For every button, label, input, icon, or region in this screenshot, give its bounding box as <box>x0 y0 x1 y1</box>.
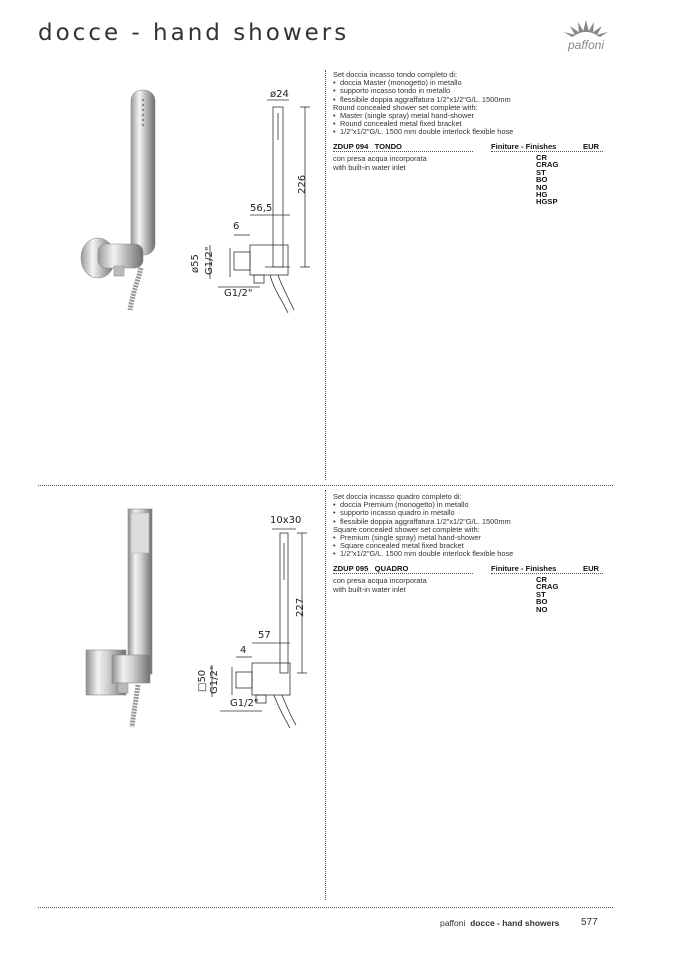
finish-code: HGSP <box>536 197 558 207</box>
brand-logo-mark <box>556 16 616 56</box>
footer-label <box>440 918 559 928</box>
dim-diameter: ø24 <box>270 89 289 100</box>
footer-brand: paffoni <box>440 918 466 928</box>
finish-code: ST <box>536 589 546 599</box>
dim-thread-horizontal: G1/2" <box>224 288 253 299</box>
spec-it-item: • supporto incasso quadro in metallo <box>333 509 513 517</box>
finish-code: NO <box>536 182 548 192</box>
spec-en-item: • Premium (single spray) metal hand-shower <box>333 534 513 542</box>
brand-logo-text: paffoni <box>567 38 605 52</box>
finish-code: CR <box>536 575 547 584</box>
spec-it-title: Set doccia incasso tondo completo di: <box>333 70 458 79</box>
finishes-underline <box>491 573 603 574</box>
dim-bracket: □50 <box>197 669 208 692</box>
finish-code: HG <box>536 190 548 200</box>
section-divider <box>38 485 613 486</box>
desc-it: con presa acqua incorporata <box>333 154 427 163</box>
product-description <box>333 577 427 594</box>
spec-en-item: • Master (single spray) metal hand-shower <box>333 112 513 120</box>
finishes-list-tondo <box>536 154 558 206</box>
finish-code: CR <box>536 153 547 162</box>
spec-it-item: • doccia Premium (monogetto) in metallo <box>333 501 513 509</box>
finish-code: BO <box>536 175 548 185</box>
spec-it-item: • flessibile doppia aggraffatura 1/2"x1/2"G/L. 1500mm <box>333 96 513 104</box>
finish-code: NO <box>536 604 548 614</box>
currency-header: EUR <box>583 564 600 573</box>
dim-depth: 57 <box>258 630 271 641</box>
spec-en-title: Round concealed shower set complete with: <box>333 102 478 112</box>
finishes-list-quadro <box>536 576 558 613</box>
finishes-header: Finiture - Finishes <box>491 142 557 151</box>
finish-code: BO <box>536 597 548 607</box>
product-code-row <box>333 142 402 151</box>
spec-en-item: • 1/2"x1/2"G/L. 1500 mm double interlock flexible hose <box>333 128 513 136</box>
spec-it-title: Set doccia incasso quadro completo di: <box>333 492 462 501</box>
dim-depth: 56,5 <box>250 203 273 214</box>
page-number: 577 <box>581 917 598 928</box>
spec-en-title: Square concealed shower set complete with: <box>333 524 480 534</box>
product-name: QUADRO <box>374 564 409 573</box>
product-photo-tondo <box>78 86 163 316</box>
spec-block-tondo <box>333 71 513 137</box>
page-title: docce - hand showers <box>38 20 350 46</box>
spec-it-item: • flessibile doppia aggraffatura 1/2"x1/2"G/L. 1500mm <box>333 518 513 526</box>
footer-section: docce - hand showers <box>470 918 560 928</box>
code-underline <box>333 151 473 152</box>
finishes-underline <box>491 151 603 152</box>
product-name: TONDO <box>374 142 402 151</box>
dim-height: 227 <box>295 597 306 617</box>
product-code-row <box>333 564 408 573</box>
code-underline <box>333 573 473 574</box>
currency-header: EUR <box>583 142 600 151</box>
finish-code: CRAG <box>536 582 559 592</box>
desc-en: with built-in water inlet <box>333 584 406 594</box>
dim-height: 226 <box>297 174 308 194</box>
dim-flange: 4 <box>240 645 247 656</box>
dim-thread-horizontal: G1/2" <box>230 698 259 709</box>
dim-flange: 6 <box>233 221 240 232</box>
product-description <box>333 155 427 172</box>
spec-block-quadro <box>333 493 513 559</box>
desc-it: con presa acqua incorporata <box>333 576 427 585</box>
spec-en-item: • Square concealed metal fixed bracket <box>333 542 513 550</box>
dim-section: 10x30 <box>270 515 302 526</box>
finishes-header: Finiture - Finishes <box>491 564 557 573</box>
finish-code: ST <box>536 167 546 177</box>
spec-en-item: • 1/2"x1/2"G/L. 1500 mm double interlock flexible hose <box>333 550 513 558</box>
spec-en-item: • Round concealed metal fixed bracket <box>333 120 513 128</box>
product-photo-quadro <box>82 505 167 730</box>
spec-it-item: • doccia Master (monogetto) in metallo <box>333 79 513 87</box>
spec-it-item: • supporto incasso tondo in metallo <box>333 87 513 95</box>
brand-logo <box>556 16 616 56</box>
desc-en: with built-in water inlet <box>333 162 406 172</box>
technical-drawing-quadro <box>190 525 330 730</box>
footer-divider <box>38 907 613 908</box>
product-code: ZDUP 095 <box>333 564 369 573</box>
dim-thread-vertical: G1/2" <box>204 246 215 275</box>
finish-code: CRAG <box>536 160 559 170</box>
dim-bracket: ø55 <box>190 254 201 273</box>
product-code: ZDUP 094 <box>333 142 369 151</box>
dim-thread-vertical: G1/2" <box>209 665 220 694</box>
